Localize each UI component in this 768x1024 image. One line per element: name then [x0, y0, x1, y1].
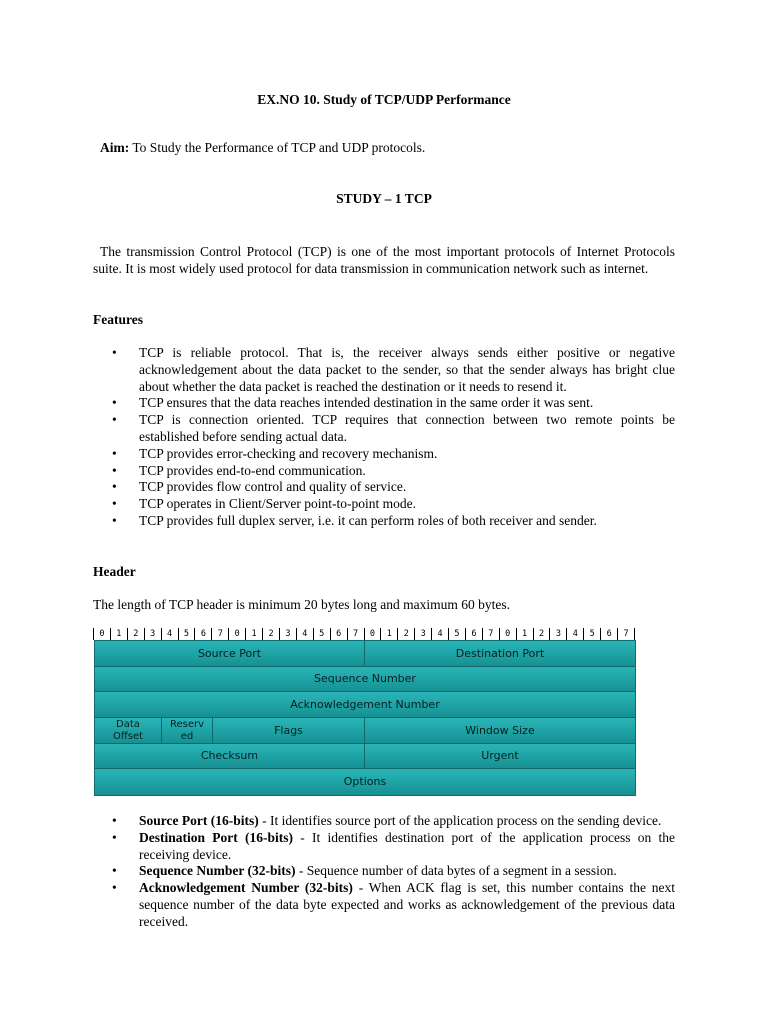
header-lead: The length of TCP header is minimum 20 bytes long and maximum 60 bytes. — [93, 597, 510, 612]
bit-label: 1 — [245, 628, 262, 640]
bit-label: 6 — [600, 628, 617, 640]
bit-label: 5 — [178, 628, 195, 640]
window-size-field: Window Size — [365, 718, 635, 744]
bullet-icon: • — [112, 496, 117, 512]
features-heading: Features — [93, 312, 143, 327]
bullet-icon: • — [112, 880, 117, 896]
bit-label: 6 — [330, 628, 347, 640]
bit-label: 4 — [566, 628, 583, 640]
bullet-icon: • — [112, 813, 117, 828]
list-item: • TCP operates in Client/Server point-to-point mode. — [112, 496, 416, 512]
bit-label: 3 — [144, 628, 161, 640]
bit-label: 6 — [465, 628, 482, 640]
list-item: • TCP provides full duplex server, i.e. it can perform roles of both receiver and sender. — [112, 512, 597, 528]
flags-field: Flags — [213, 718, 365, 744]
header-heading: Header — [93, 564, 136, 579]
aim-text: To Study the Performance of TCP and UDP protocols. — [129, 140, 426, 155]
list-item: • TCP provides flow control and quality of service. — [112, 479, 407, 495]
list-item: • TCP ensures that the data reaches intended destination in the same order it was sent. — [112, 395, 594, 411]
bit-label: 7 — [482, 628, 499, 640]
header-fields-list — [93, 813, 675, 931]
source-port-field: Source Port — [95, 641, 365, 667]
list-item: • TCP is connection oriented. TCP requires that connection between two remote points be established before sending actual data. — [112, 412, 675, 444]
bit-label: 5 — [448, 628, 465, 640]
bit-label: 4 — [431, 628, 448, 640]
bit-label: 0 — [93, 628, 110, 640]
checksum-field: Checksum — [95, 744, 365, 769]
bit-label: 7 — [617, 628, 635, 640]
bit-label: 5 — [583, 628, 600, 640]
bullet-icon: • — [112, 863, 117, 879]
bit-label: 4 — [296, 628, 313, 640]
bit-label: 7 — [211, 628, 228, 640]
list-item: • TCP provides error-checking and recovery mechanism. — [112, 445, 438, 461]
bit-label: 0 — [499, 628, 516, 640]
document-title: EX.NO 10. Study of TCP/UDP Performance — [257, 92, 511, 107]
bit-label: 0 — [228, 628, 245, 640]
bit-label: 2 — [533, 628, 550, 640]
list-item: • Destination Port (16-bits) - It identifies destination port of the application process on the receiving device. — [112, 829, 675, 862]
tcp-header-diagram — [93, 628, 635, 796]
bit-label: 2 — [127, 628, 144, 640]
bit-label: 3 — [414, 628, 431, 640]
sequence-number-field: Sequence Number — [95, 667, 635, 692]
features-list — [93, 345, 675, 530]
aim-label: Aim: — [100, 140, 130, 155]
bit-label: 3 — [279, 628, 296, 640]
bullet-icon: • — [112, 512, 117, 528]
bit-label: 1 — [110, 628, 127, 640]
bit-label: 5 — [313, 628, 330, 640]
bullet-icon: • — [112, 445, 117, 461]
bit-ruler — [93, 628, 635, 640]
bit-label: 1 — [380, 628, 397, 640]
bullet-icon: • — [112, 462, 117, 478]
bit-label: 4 — [161, 628, 178, 640]
reserved-field: Reserv ed — [162, 718, 213, 744]
bit-label: 7 — [347, 628, 364, 640]
bit-label: 2 — [262, 628, 279, 640]
bullet-icon: • — [112, 395, 117, 411]
options-field: Options — [95, 769, 635, 795]
destination-port-field: Destination Port — [365, 641, 635, 667]
list-item: • TCP is reliable protocol. That is, the receiver always sends either positive or negative acknowledgement about the data packet to the sender, so that the sender always has bright clue about whether the data packet is reached the destination or it needs to resend it. — [112, 345, 675, 394]
bit-label: 3 — [549, 628, 566, 640]
urgent-field: Urgent — [365, 744, 635, 769]
list-item: • Acknowledgement Number (32-bits) - When ACK flag is set, this number contains the next sequence number of the data byte expected and works as acknowledgement of the previous data received. — [112, 880, 675, 929]
bullet-icon: • — [112, 345, 117, 360]
bullet-icon: • — [112, 479, 117, 495]
bit-label: 1 — [516, 628, 533, 640]
data-offset-field: Data Offset — [95, 718, 162, 744]
list-item: • Source Port (16-bits) - It identifies source port of the application process on the sending device. — [112, 813, 662, 828]
study-heading: STUDY – 1 TCP — [336, 191, 432, 206]
header-fields-grid — [94, 640, 636, 796]
bit-label: 6 — [194, 628, 211, 640]
aim-line — [100, 140, 425, 156]
list-item: • TCP provides end-to-end communication. — [112, 462, 366, 478]
bit-label: 2 — [397, 628, 414, 640]
bullet-icon: • — [112, 412, 117, 428]
bit-label: 0 — [364, 628, 381, 640]
intro-paragraph: The transmission Control Protocol (TCP) is one of the most important protocols of Internet Protocols suite. It is most widely used protocol for data transmission in communication network such as internet. — [93, 244, 675, 276]
ack-number-field: Acknowledgement Number — [95, 692, 635, 718]
bullet-icon: • — [112, 829, 117, 845]
list-item: • Sequence Number (32-bits) - Sequence number of data bytes of a segment in a session. — [112, 863, 617, 879]
